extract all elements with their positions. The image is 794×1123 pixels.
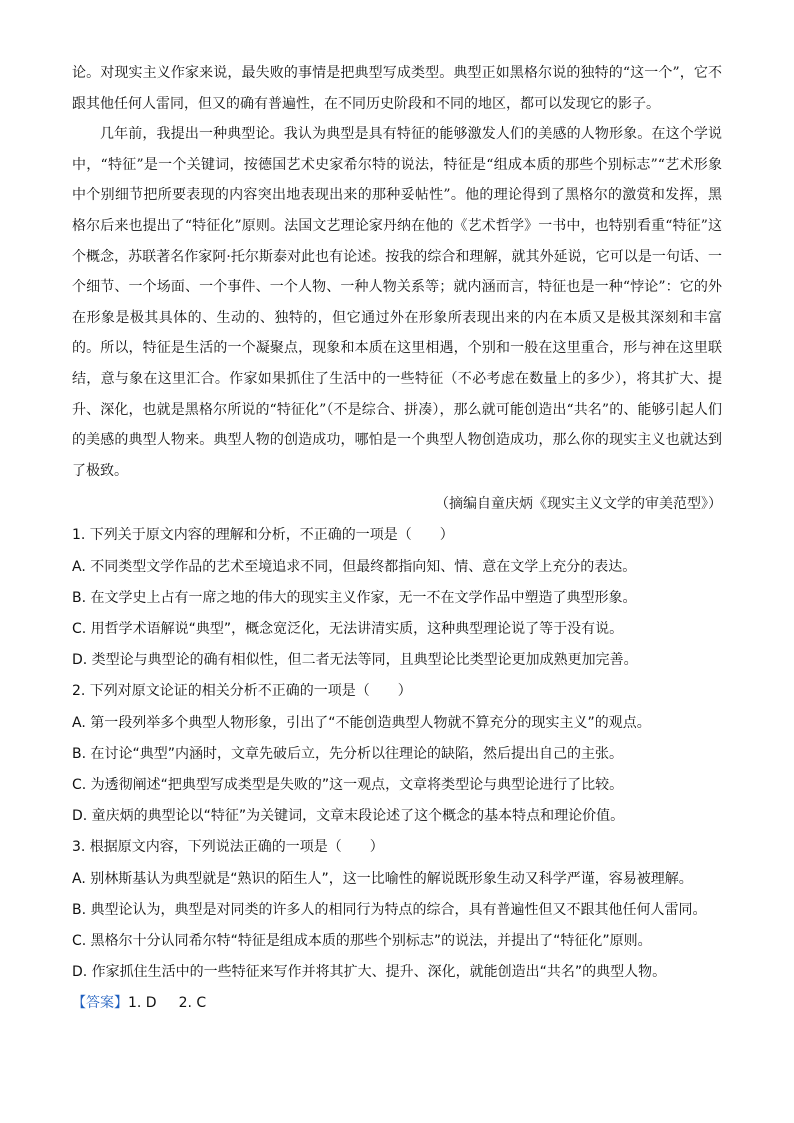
question-2 bbox=[72, 676, 722, 832]
question-1 bbox=[72, 520, 722, 676]
option-d: D. 类型论与典型论的确有相似性，但二者无法等同，且典型论比类型论更加成熟更加完善。 bbox=[72, 652, 638, 669]
question-stem: 1. 下列关于原文内容的理解和分析，不正确的一项是（ ） bbox=[72, 527, 454, 544]
option-a: A. 别林斯基认为典型就是“熟识的陌生人”，这一比喻性的解说既形象生动又科学严谨，容易被理解。 bbox=[72, 870, 693, 887]
answer-2: 2. C bbox=[178, 995, 207, 1012]
questions-section bbox=[72, 520, 722, 1019]
reading-passage bbox=[72, 58, 722, 486]
passage-paragraph-2: 几年前，我提出一种典型论。我认为典型是具有特征的能够激发人们的美感的人物形象。在这个学说中，“特征”是一个关键词，按德国艺术史家希尔特的说法，特征是“组成本质的那些个别标志”“艺术形象中个别细节把所要表现的内容突出地表现出来的那种妥帖性”。他的理论得到了黑格尔的激赏和发挥，黑格尔后来也提出了“特征化”原则。法国文艺理论家丹纳在他的《艺术哲学》一书中，也特别看重“特征”这个概念，苏联著名作家阿·托尔斯泰对此也有论述。按我的综合和理解，就其外延说，它可以是一句话、一个细节、一个场面、一个事件、一个人物、一种人物关系等；就内涵而言，特征也是一种“悖论”：它的外在形象是极其具体的、生动的、独特的，但它通过外在形象所表现出来的内在本质又是极其深刻和丰富的。所以，特征是生活的一个凝聚点，现象和本质在这里相遇，个别和一般在这里重合，形与神在这里联结，意与象在这里汇合。作家如果抓住了生活中的一些特征（不必考虑在数量上的多少），将其扩大、提升、深化，也就是黑格尔所说的“特征化”（不是综合、拼凑），那么就可能创造出“共名”的、能够引起人们的美感的典型人物来。典型人物的创造成功，哪怕是一个典型人物创造成功，那么你的现实主义也就达到了极致。 bbox=[72, 126, 722, 479]
option-d: D. 童庆炳的典型论以“特征”为关键词，文章末段论述了这个概念的基本特点和理论价值。 bbox=[72, 808, 625, 825]
answer-1: 1. D bbox=[128, 995, 157, 1012]
option-c: C. 黑格尔十分认同希尔特“特征是组成本质的那些个别标志”的说法，并提出了“特征化”原则。 bbox=[72, 932, 652, 949]
passage-paragraph-1: 论。对现实主义作家来说，最失败的事情是把典型写成类型。典型正如黑格尔说的独特的“这一个”，它不跟其他任何人雷同，但又的确有普遍性，在不同历史阶段和不同的地区，都可以发现它的影子。 bbox=[72, 65, 722, 112]
question-stem: 3. 根据原文内容，下列说法正确的一项是（ ） bbox=[72, 839, 384, 856]
question-stem: 2. 下列对原文论证的相关分析不正确的一项是（ ） bbox=[72, 683, 412, 700]
question-3 bbox=[72, 832, 722, 988]
answer-tag: 【答案】 bbox=[72, 995, 128, 1012]
option-b: B. 在文学史上占有一席之地的伟大的现实主义作家，无一不在文学作品中塑造了典型形象。 bbox=[72, 589, 637, 606]
option-b: B. 典型论认为，典型是对同类的许多人的相同行为特点的综合，具有普遍性但又不跟其他任何人雷同。 bbox=[72, 901, 707, 918]
option-b: B. 在讨论“典型”内涵时，文章先破后立，先分析以往理论的缺陷，然后提出自己的主张。 bbox=[72, 745, 624, 762]
option-c: C. 为透彻阐述“把典型写成类型是失败的”这一观点，文章将类型论与典型论进行了比较。 bbox=[72, 776, 624, 793]
option-c: C. 用哲学术语解说“典型”，概念宽泛化，无法讲清实质，这种典型理论说了等于没有说。 bbox=[72, 620, 624, 637]
passage-source: （摘编自童庆炳《现实主义文学的审美范型》） bbox=[435, 496, 722, 513]
option-a: A. 第一段列举多个典型人物形象，引出了“不能创造典型人物就不算充分的现实主义”的观点。 bbox=[72, 714, 651, 731]
option-d: D. 作家抓住生活中的一些特征来写作并将其扩大、提升、深化，就能创造出“共名”的典型人物。 bbox=[72, 964, 667, 981]
answer-line bbox=[72, 988, 722, 1019]
option-a: A. 不同类型文学作品的艺术至境追求不同，但最终都指向知、情、意在文学上充分的表达。 bbox=[72, 558, 637, 575]
document-page bbox=[72, 58, 722, 1020]
